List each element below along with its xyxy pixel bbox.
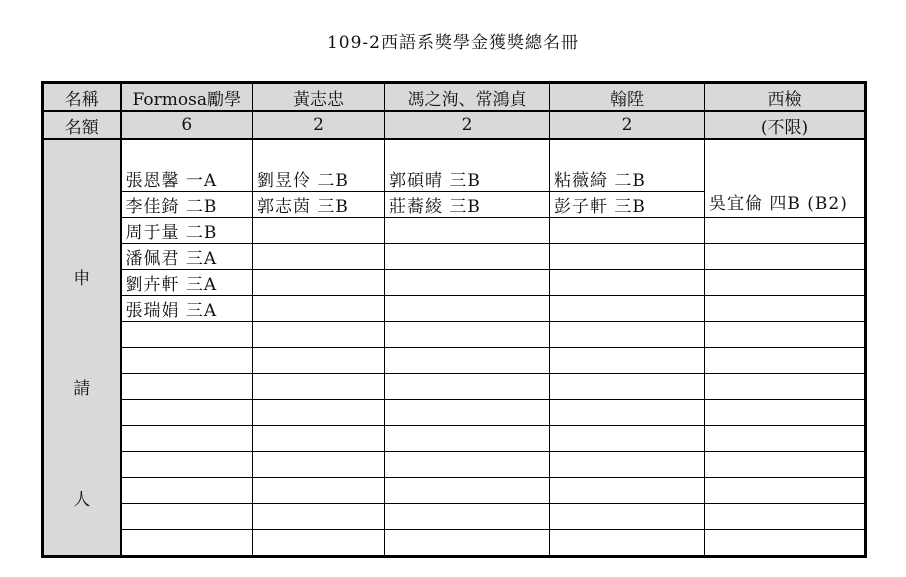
empty-cell [253,400,385,426]
empty-row [43,478,866,504]
quota-xijian: (不限) [705,111,866,139]
applicant-cell: 劉昱伶 二B [253,139,385,192]
applicant-row [43,244,866,270]
empty-cell [121,374,253,400]
empty-cell [550,270,705,296]
empty-cell [121,530,253,557]
empty-row [43,530,866,557]
empty-cell [253,348,385,374]
applicant-cell: 粘薇綺 二B [550,139,705,192]
empty-cell [253,244,385,270]
empty-cell [253,322,385,348]
empty-cell [705,348,866,374]
empty-cell [550,218,705,244]
empty-cell [253,530,385,557]
empty-cell [121,426,253,452]
quota-hansheng: 2 [550,111,705,139]
empty-row [43,348,866,374]
header-hansheng: 翰陞 [550,83,705,112]
empty-cell [385,530,550,557]
empty-cell [253,426,385,452]
applicant-row [43,296,866,322]
header-row [43,83,866,112]
empty-cell [705,426,866,452]
applicant-cell: 郭志茵 三B [253,192,385,218]
header-huang: 黃志忠 [253,83,385,112]
empty-cell [253,296,385,322]
applicant-cell: 張瑞娟 三A [121,296,253,322]
empty-cell [253,270,385,296]
empty-cell [550,322,705,348]
quota-label: 名額 [43,111,121,139]
empty-cell [121,400,253,426]
empty-cell [705,244,866,270]
empty-cell [253,452,385,478]
empty-row [43,400,866,426]
empty-cell [705,400,866,426]
side-char-3: 人 [73,489,91,510]
header-xijian: 西檢 [705,83,866,112]
applicant-cell: 張恩馨 一A [121,139,253,192]
empty-cell [550,348,705,374]
empty-cell [705,530,866,557]
empty-cell [550,504,705,530]
applicant-cell: 潘佩君 三A [121,244,253,270]
applicant-cell: 彭子軒 三B [550,192,705,218]
empty-row [43,374,866,400]
empty-cell [550,244,705,270]
applicant-row [43,270,866,296]
empty-cell [385,504,550,530]
applicant-cell: 劉卉軒 三A [121,270,253,296]
empty-cell [385,426,550,452]
quota-feng-chang: 2 [385,111,550,139]
empty-cell [385,478,550,504]
empty-cell [121,348,253,374]
empty-cell [385,322,550,348]
applicant-cell: 郭碩晴 三B [385,139,550,192]
empty-cell [705,270,866,296]
empty-cell [705,504,866,530]
applicant-row [43,139,866,192]
empty-cell [385,296,550,322]
side-char-2: 請 [73,379,91,399]
empty-cell [705,452,866,478]
empty-cell [550,400,705,426]
empty-cell [705,218,866,244]
applicant-cell: 莊蕎綾 三B [385,192,550,218]
document-title: 109-2西語系獎學金獲獎總名冊 [326,33,579,53]
applicant-cell: 吳宜倫 四B (B2) [705,139,866,218]
empty-cell [121,478,253,504]
empty-cell [121,452,253,478]
quota-formosa: 6 [121,111,253,139]
empty-cell [550,478,705,504]
empty-cell [385,374,550,400]
empty-row [43,504,866,530]
applicant-side-label [43,139,121,557]
header-feng-chang: 馮之洵、常鴻貞 [385,83,550,112]
empty-cell [550,452,705,478]
empty-cell [705,322,866,348]
empty-cell [253,374,385,400]
quota-row [43,111,866,139]
empty-cell [705,374,866,400]
empty-cell [550,296,705,322]
empty-cell [253,218,385,244]
side-char-1: 申 [73,268,91,289]
empty-cell [550,530,705,557]
quota-huang: 2 [253,111,385,139]
empty-cell [385,218,550,244]
empty-cell [253,478,385,504]
empty-cell [385,348,550,374]
empty-cell [705,478,866,504]
empty-row [43,322,866,348]
empty-cell [385,244,550,270]
header-formosa: Formosa勵學 [121,83,253,112]
empty-cell [550,426,705,452]
empty-cell [550,374,705,400]
empty-cell [121,504,253,530]
empty-row [43,452,866,478]
empty-row [43,426,866,452]
empty-cell [385,400,550,426]
header-label: 名稱 [43,83,121,112]
empty-cell [121,322,253,348]
scholarship-roster-table [41,81,867,558]
empty-cell [253,504,385,530]
applicant-cell: 周于量 二B [121,218,253,244]
applicant-cell: 李佳錡 二B [121,192,253,218]
empty-cell [705,296,866,322]
empty-cell [385,270,550,296]
applicant-row [43,218,866,244]
empty-cell [385,452,550,478]
